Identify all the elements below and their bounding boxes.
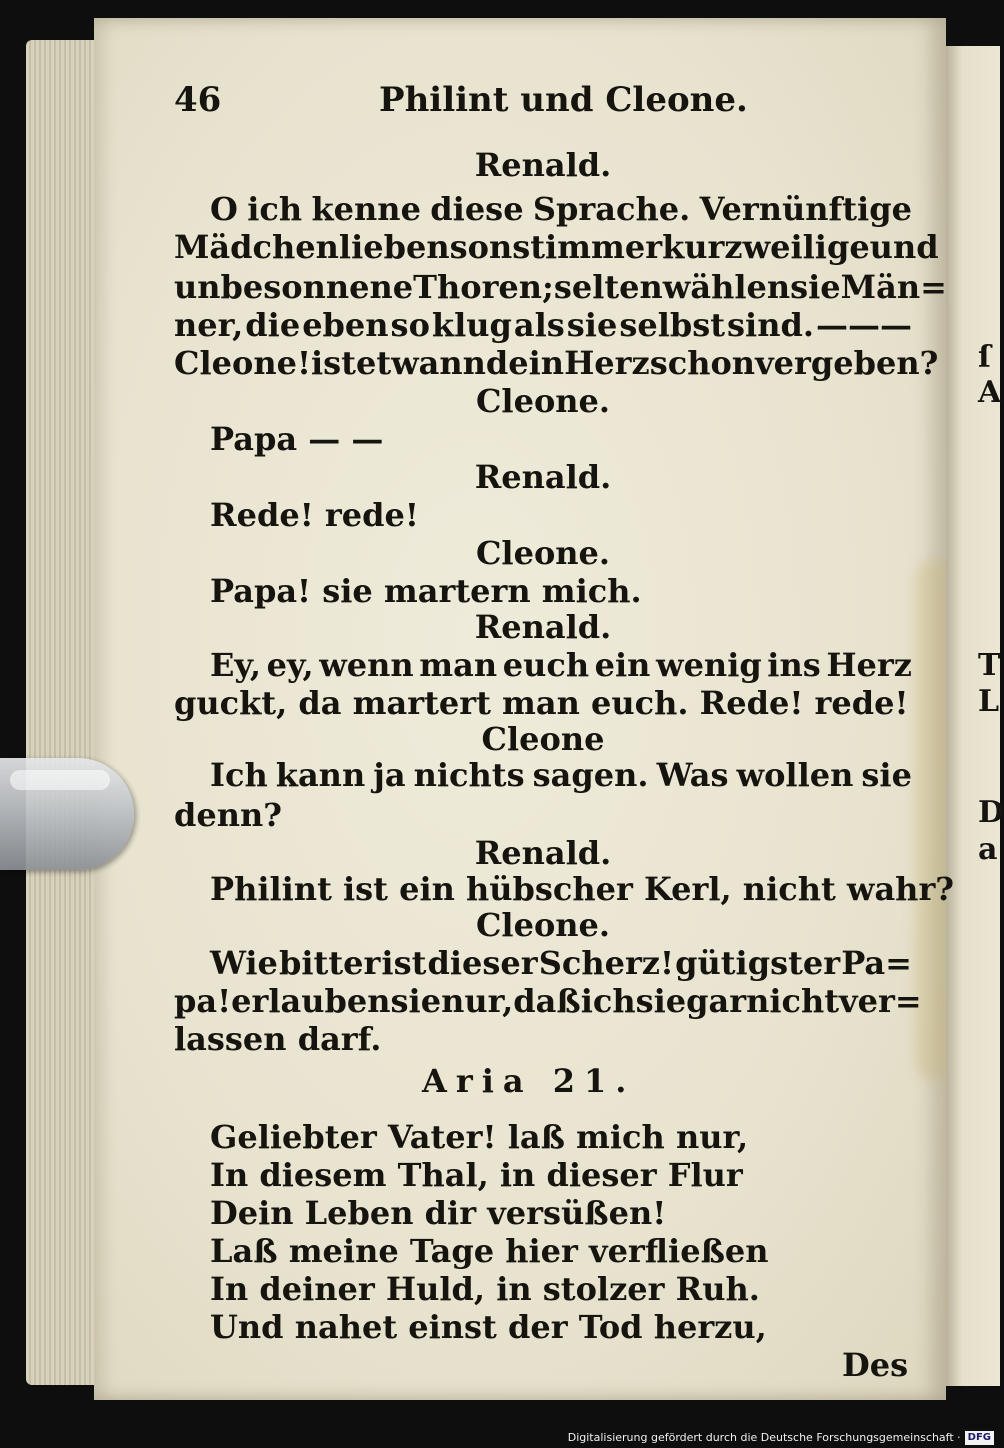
text-line: unbesonnene Thoren; selten wählen sie Män= [174,268,947,306]
speaker-label: Cleone. [475,906,611,944]
text-line: pa! erlauben sie nur, daß ich sie gar nicht ver= [174,982,922,1020]
speaker-label: Cleone [481,720,605,758]
verse-line: Laß meine Tage hier verfließen [210,1232,769,1270]
footer-text: Digitalisierung gefördert durch die Deutsche Forschungsgemeinschaft · [567,1431,961,1444]
fragment: D [978,795,1004,830]
page-number: 46 [174,80,222,120]
text-line: Wie bitter ist dieser Scherz! gütigster Pa= [210,944,912,982]
fragment: a [978,832,998,867]
speaker-label: Renald. [474,146,612,184]
text-line: guckt, da martert man euch. Rede! rede! [174,684,909,722]
text-line: Philint ist ein hübscher Kerl, nicht wahr? [210,870,955,908]
text-line: denn? [174,796,283,834]
aria-heading: Aria 21. [422,1062,636,1100]
text-line: Ey, ey, wenn man euch ein wenig ins Herz [210,646,912,684]
page-clip-highlight [10,770,110,790]
dfg-logo: DFG [965,1431,994,1445]
running-title: Philint und Cleone. [379,80,748,120]
text-line: Ich kann ja nichts sagen. Was wollen sie [210,756,912,794]
speaker-label: Renald. [474,834,612,872]
text-line: O ich kenne diese Sprache. Vernünftige [210,190,912,228]
speaker-label: Cleone. [475,534,611,572]
speaker-label: Renald. [474,608,612,646]
facing-page-fragments [978,0,1004,1448]
fragment: L [978,684,1000,719]
text-line: Cleone! ist etwann dein Herz schon vergeben? [174,344,939,382]
text-line: Papa! sie martern mich. [210,572,642,610]
verse-line: In diesem Thal, in dieser Flur [210,1156,743,1194]
fragment: A [978,375,1002,410]
text-line: lassen darf. [174,1020,382,1058]
speaker-label: Renald. [474,458,612,496]
text-line: Mädchen lieben sonst immer kurzweilige und [174,228,939,266]
fragment: T [978,648,1001,683]
verse-line: In deiner Huld, in stolzer Ruh. [210,1270,760,1308]
verse-line: Dein Leben dir versüßen! [210,1194,667,1232]
text-line: Rede! rede! [210,496,419,534]
fragment: ſ [978,340,991,375]
speaker-label: Cleone. [475,382,611,420]
verse-line: Und nahet einst der Tod herzu, [210,1308,767,1346]
catchword: Des [842,1346,909,1384]
text-line: Papa — — [210,420,384,458]
text-line: ner, die eben so klug als sie selbst sind. ——— [174,306,912,344]
verse-line: Geliebter Vater! laß mich nur, [210,1118,749,1156]
digitization-footer [0,1428,1000,1448]
